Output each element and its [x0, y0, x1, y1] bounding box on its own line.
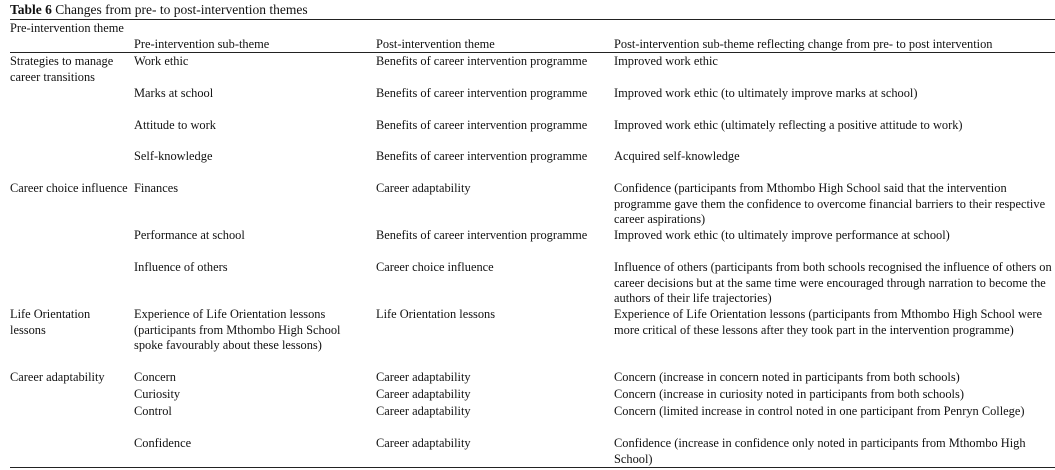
row-9-post-theme: Career adaptability — [376, 370, 471, 384]
row-1-post-subtheme: Improved work ethic — [614, 54, 718, 68]
row-2-post-theme: Benefits of career intervention programme — [376, 86, 588, 100]
table-label: Table 6 — [10, 2, 52, 17]
row-9-post-subtheme: Concern (increase in concern noted in participants from both schools) — [614, 370, 960, 384]
row-5-post-subtheme: Confidence (participants from Mthombo High School said that the intervention programme gave them the confidence to overcome financial barriers to their respective career aspirations) — [614, 181, 1046, 227]
row-1-pre-subtheme: Work ethic — [134, 54, 189, 68]
bottom-rule — [10, 467, 1055, 468]
header-pre-theme: Pre-intervention theme — [10, 21, 124, 35]
row-12-post-subtheme: Confidence (increase in confidence only noted in participants from Mthombo High School) — [614, 436, 1026, 466]
row-9-pre-subtheme: Concern — [134, 370, 176, 384]
table-caption: Changes from pre- to post-intervention themes — [51, 2, 308, 17]
row-11-post-theme: Career adaptability — [376, 404, 471, 418]
row-11-post-subtheme: Concern (limited increase in control noted in one participant from Penryn College) — [614, 404, 1025, 418]
row-7-pre-subtheme: Influence of others — [134, 260, 228, 274]
row-6-post-theme: Benefits of career intervention programme — [376, 228, 588, 242]
row-3-post-subtheme: Improved work ethic (ultimately reflecting a positive attitude to work) — [614, 118, 963, 132]
row-4-post-theme: Benefits of career intervention programme — [376, 149, 588, 163]
row-3-post-theme: Benefits of career intervention programme — [376, 118, 588, 132]
header-post-theme: Post-intervention theme — [376, 37, 495, 51]
row-9-pre-theme: Career adaptability — [10, 370, 105, 384]
header-post-subtheme: Post-intervention sub-theme reflecting change from pre- to post intervention — [614, 37, 993, 51]
row-8-pre-theme: Life Orientation lessons — [10, 307, 91, 337]
row-3-pre-subtheme: Attitude to work — [134, 118, 216, 132]
header-pre-subtheme: Pre-intervention sub-theme — [134, 37, 270, 51]
row-8-post-theme: Life Orientation lessons — [376, 307, 496, 321]
row-5-post-theme: Career adaptability — [376, 181, 471, 195]
row-5-pre-subtheme: Finances — [134, 181, 179, 195]
row-10-pre-subtheme: Curiosity — [134, 387, 181, 401]
row-6-pre-subtheme: Performance at school — [134, 228, 245, 242]
row-12-post-theme: Career adaptability — [376, 436, 471, 450]
row-7-post-subtheme: Influence of others (participants from both schools recognised the influence of others on career decisions but at the same time were encouraged through narration to become the authors of their life trajectories) — [614, 260, 1052, 306]
row-4-pre-subtheme: Self-knowledge — [134, 149, 213, 163]
row-1-pre-theme: Strategies to manage career transitions — [10, 54, 114, 84]
row-8-pre-subtheme: Experience of Life Orientation lessons (participants from Mthombo High School spoke favourably about these lessons) — [134, 307, 341, 353]
row-10-post-theme: Career adaptability — [376, 387, 471, 401]
top-rule — [10, 19, 1055, 20]
row-12-pre-subtheme: Confidence — [134, 436, 192, 450]
row-8-post-subtheme: Experience of Life Orientation lessons (participants from Mthombo High School were more critical of these lessons after they took part in the intervention programme) — [614, 307, 1043, 337]
row-10-post-subtheme: Concern (increase in curiosity noted in participants from both schools) — [614, 387, 964, 401]
row-7-post-theme: Career choice influence — [376, 260, 494, 274]
row-2-post-subtheme: Improved work ethic (to ultimately improve marks at school) — [614, 86, 918, 100]
row-4-post-subtheme: Acquired self-knowledge — [614, 149, 740, 163]
table-title — [10, 2, 308, 18]
header-rule — [10, 52, 1055, 53]
row-11-pre-subtheme: Control — [134, 404, 172, 418]
row-6-post-subtheme: Improved work ethic (to ultimately improve performance at school) — [614, 228, 950, 242]
row-2-pre-subtheme: Marks at school — [134, 86, 214, 100]
row-5-pre-theme: Career choice influence — [10, 181, 128, 195]
row-1-post-theme: Benefits of career intervention programme — [376, 54, 588, 68]
